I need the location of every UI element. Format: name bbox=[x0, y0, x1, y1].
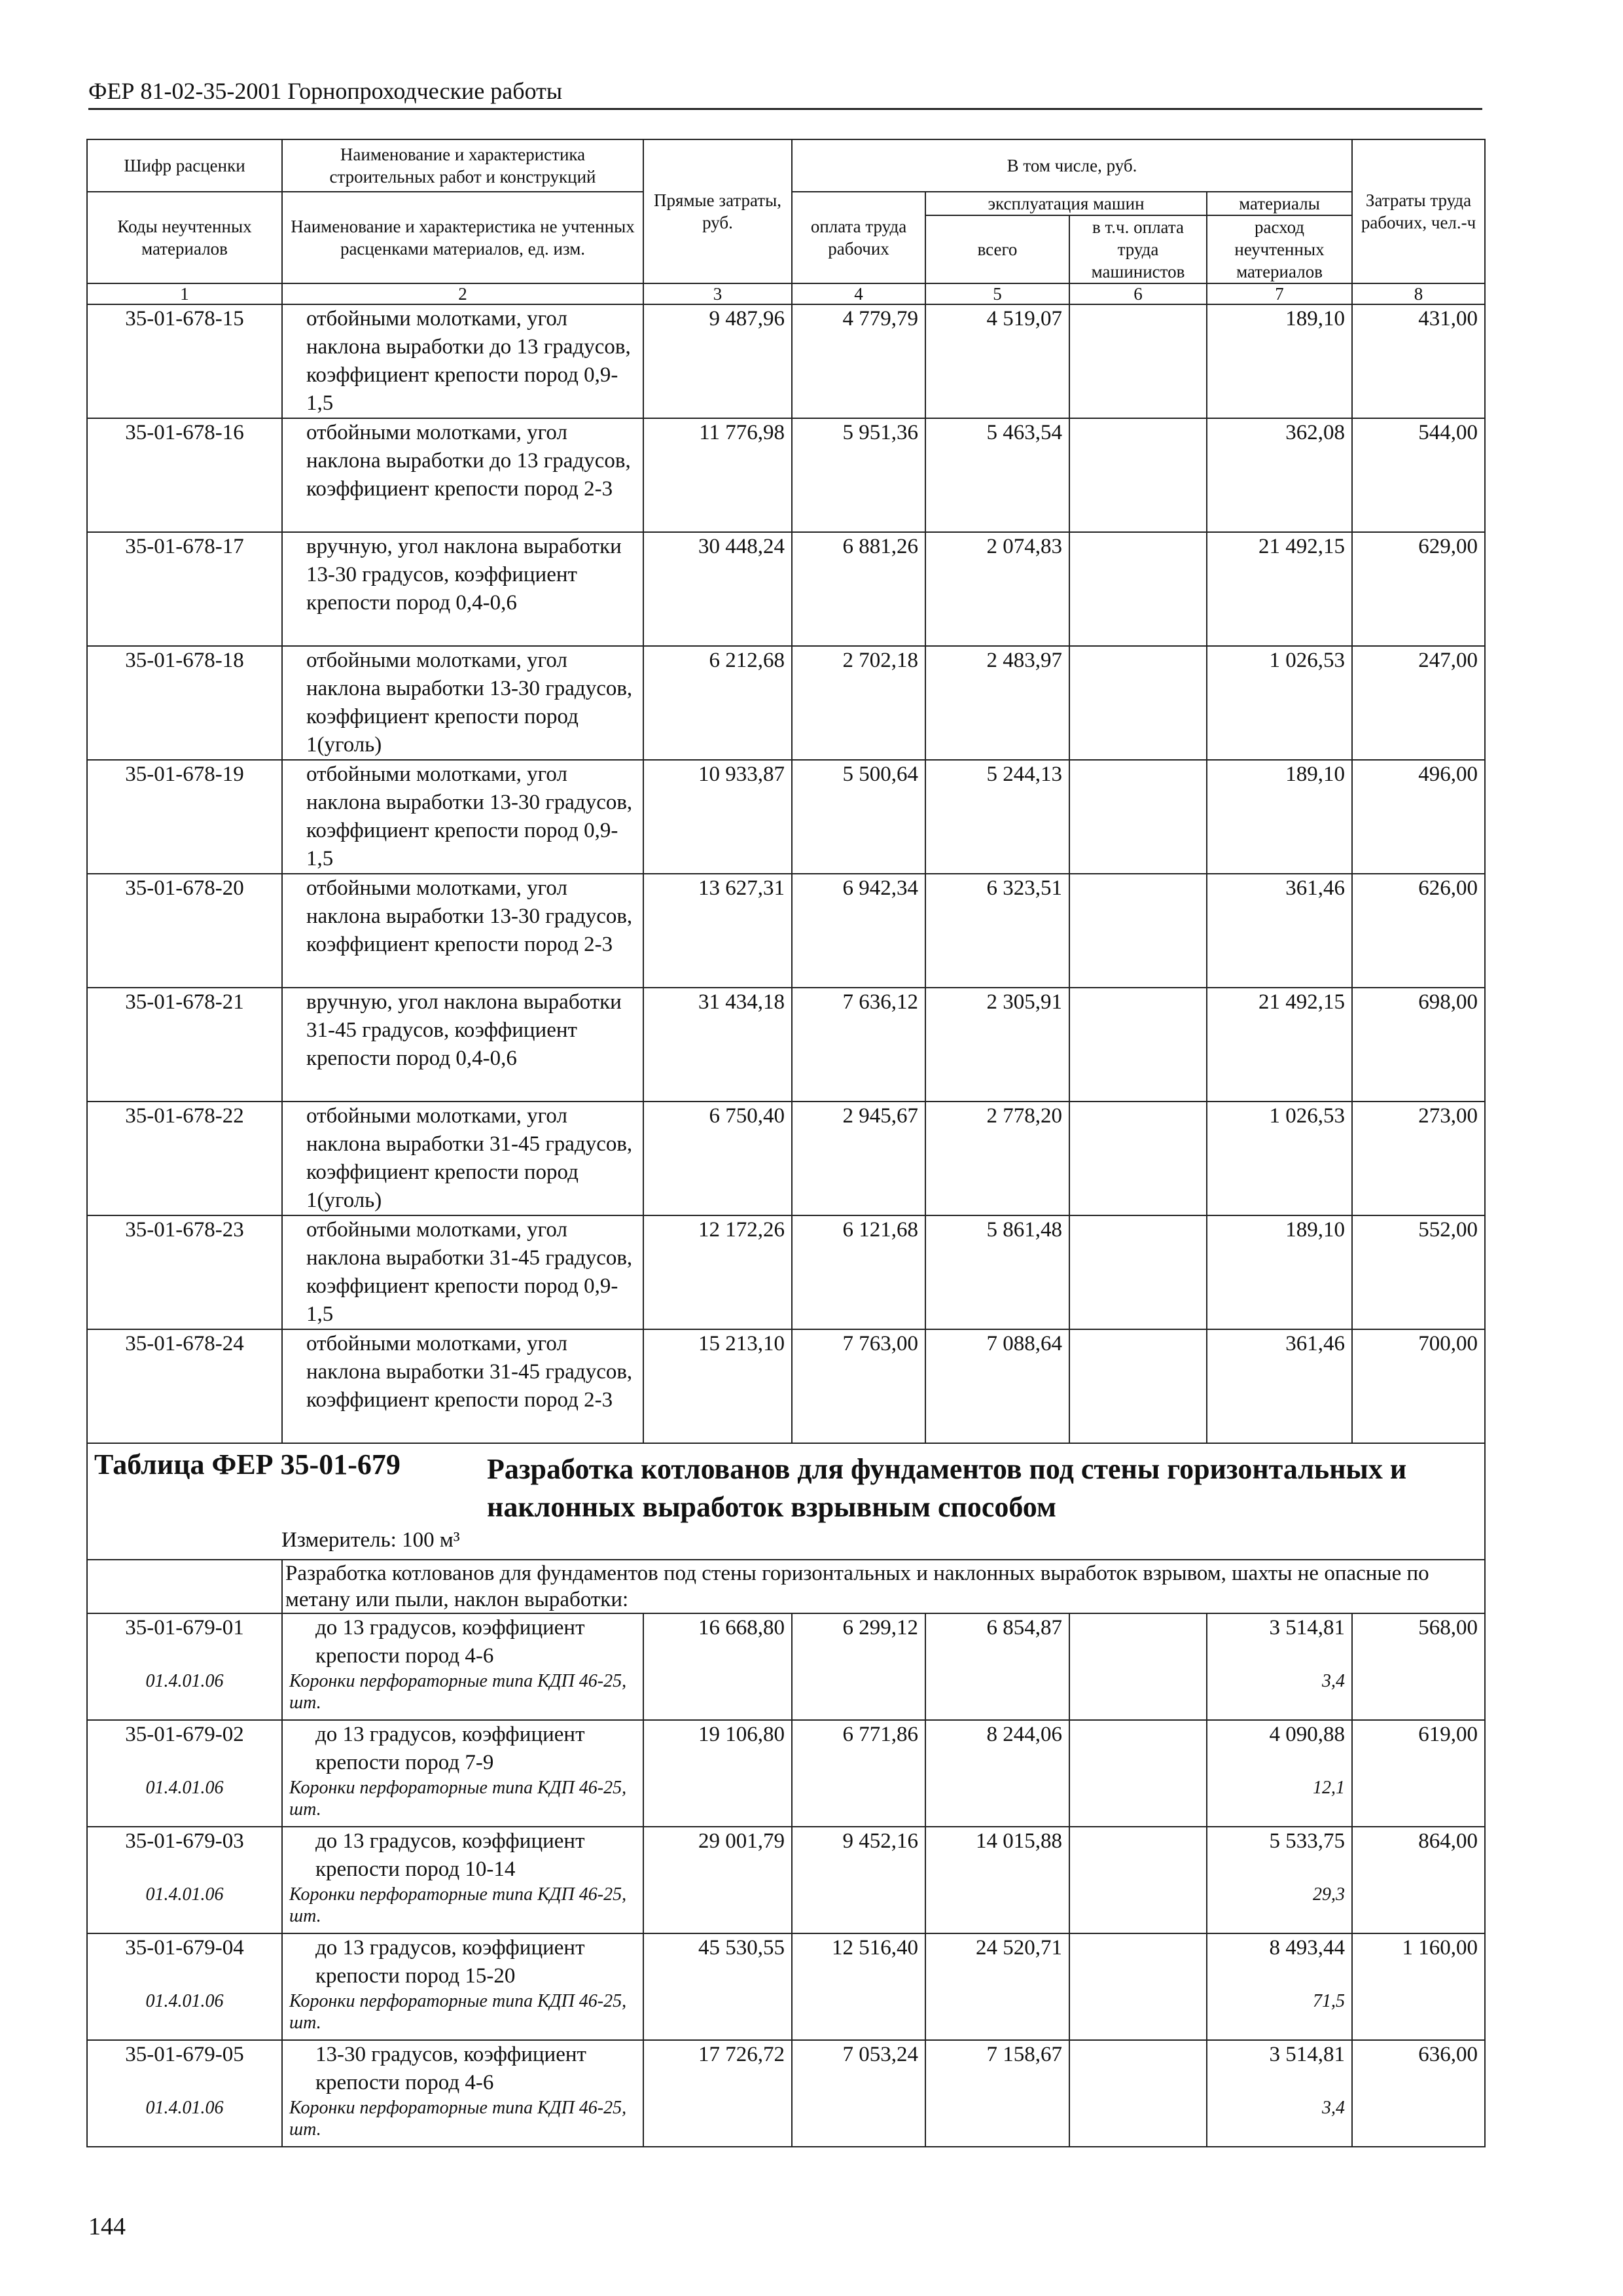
machines-total: 5 463,54 bbox=[925, 418, 1069, 532]
labor-costs: 636,00 bbox=[1352, 2040, 1485, 2097]
machinist-wages bbox=[1069, 2097, 1207, 2147]
col-header-materials-uncounted: расход неучтенных материалов bbox=[1207, 215, 1352, 283]
col-header-direct: Прямые затраты, руб. bbox=[643, 139, 792, 283]
rate-name: отбойными молотками, угол наклона выработки 31-45 градусов, коэффициент крепости пород 1(уголь) bbox=[282, 1102, 643, 1215]
labor-costs: 700,00 bbox=[1352, 1329, 1485, 1443]
col-number: 3 bbox=[643, 283, 792, 304]
page-number: 144 bbox=[88, 2213, 126, 2240]
machines-total bbox=[925, 2097, 1069, 2147]
machinist-wages bbox=[1069, 304, 1207, 418]
rate-code: 35-01-678-21 bbox=[87, 988, 282, 1102]
labor-costs: 1 160,00 bbox=[1352, 1933, 1485, 1990]
machines-total: 2 074,83 bbox=[925, 532, 1069, 646]
machinist-wages bbox=[1069, 1777, 1207, 1827]
materials: 4 090,88 bbox=[1207, 1720, 1352, 1777]
direct-costs: 9 487,96 bbox=[643, 304, 792, 418]
materials: 21 492,15 bbox=[1207, 532, 1352, 646]
machines-total: 14 015,88 bbox=[925, 1827, 1069, 1884]
table-row bbox=[87, 1720, 1485, 1777]
rate-code: 35-01-678-17 bbox=[87, 532, 282, 646]
labor-costs: 544,00 bbox=[1352, 418, 1485, 532]
worker-wages: 12 516,40 bbox=[792, 1933, 925, 1990]
worker-wages: 6 771,86 bbox=[792, 1720, 925, 1777]
rate-code: 35-01-679-05 bbox=[87, 2040, 282, 2097]
machinist-wages bbox=[1069, 1720, 1207, 1777]
worker-wages: 9 452,16 bbox=[792, 1827, 925, 1884]
machines-total: 2 483,97 bbox=[925, 646, 1069, 760]
table-row bbox=[87, 1933, 1485, 1990]
table-row bbox=[87, 1613, 1485, 1670]
worker-wages bbox=[792, 1777, 925, 1827]
direct-costs: 12 172,26 bbox=[643, 1215, 792, 1329]
labor-costs: 568,00 bbox=[1352, 1613, 1485, 1670]
table-row bbox=[87, 1215, 1485, 1329]
materials: 189,10 bbox=[1207, 304, 1352, 418]
material-row bbox=[87, 2097, 1485, 2147]
rate-code: 35-01-678-24 bbox=[87, 1329, 282, 1443]
col-number: 8 bbox=[1352, 283, 1485, 304]
direct-costs: 15 213,10 bbox=[643, 1329, 792, 1443]
machines-total bbox=[925, 1990, 1069, 2040]
rate-name: отбойными молотками, угол наклона выработки до 13 градусов, коэффициент крепости пород 2-3 bbox=[282, 418, 643, 532]
labor-costs: 273,00 bbox=[1352, 1102, 1485, 1215]
table-row bbox=[87, 646, 1485, 760]
labor-costs: 619,00 bbox=[1352, 1720, 1485, 1777]
machinist-wages bbox=[1069, 646, 1207, 760]
col-number: 5 bbox=[925, 283, 1069, 304]
material-quantity: 71,5 bbox=[1207, 1990, 1352, 2040]
materials: 361,46 bbox=[1207, 1329, 1352, 1443]
machinist-wages bbox=[1069, 1933, 1207, 1990]
direct-costs: 13 627,31 bbox=[643, 874, 792, 988]
material-row bbox=[87, 1884, 1485, 1933]
materials: 361,46 bbox=[1207, 874, 1352, 988]
direct-costs bbox=[643, 1990, 792, 2040]
material-row bbox=[87, 1670, 1485, 1720]
table-679-heading bbox=[87, 1443, 1485, 1560]
labor-costs: 496,00 bbox=[1352, 760, 1485, 874]
direct-costs: 19 106,80 bbox=[643, 1720, 792, 1777]
materials: 3 514,81 bbox=[1207, 2040, 1352, 2097]
col-header-machines-wages: в т.ч. оплата труда машинистов bbox=[1069, 215, 1207, 283]
machines-total: 6 323,51 bbox=[925, 874, 1069, 988]
col-number: 6 bbox=[1069, 283, 1207, 304]
direct-costs: 17 726,72 bbox=[643, 2040, 792, 2097]
direct-costs bbox=[643, 1777, 792, 1827]
table-row bbox=[87, 988, 1485, 1102]
machinist-wages bbox=[1069, 760, 1207, 874]
machines-total: 5 861,48 bbox=[925, 1215, 1069, 1329]
rate-code: 35-01-678-18 bbox=[87, 646, 282, 760]
rate-name: вручную, угол наклона выработки 31-45 градусов, коэффициент крепости пород 0,4-0,6 bbox=[282, 988, 643, 1102]
worker-wages: 2 702,18 bbox=[792, 646, 925, 760]
labor-costs: 431,00 bbox=[1352, 304, 1485, 418]
machinist-wages bbox=[1069, 1613, 1207, 1670]
material-name: Коронки перфораторные типа КДП 46-25, шт. bbox=[282, 1990, 643, 2040]
material-quantity: 29,3 bbox=[1207, 1884, 1352, 1933]
materials: 5 533,75 bbox=[1207, 1827, 1352, 1884]
col-number: 2 bbox=[282, 283, 643, 304]
rate-name: отбойными молотками, угол наклона выработки 13-30 градусов, коэффициент крепости пород 0,9-1,5 bbox=[282, 760, 643, 874]
worker-wages: 6 121,68 bbox=[792, 1215, 925, 1329]
material-code: 01.4.01.06 bbox=[87, 1884, 282, 1933]
rate-code: 35-01-678-22 bbox=[87, 1102, 282, 1215]
machines-total: 7 088,64 bbox=[925, 1329, 1069, 1443]
material-quantity: 3,4 bbox=[1207, 1670, 1352, 1720]
machinist-wages bbox=[1069, 1827, 1207, 1884]
col-header-machines: эксплуатация машин bbox=[925, 192, 1207, 215]
machinist-wages bbox=[1069, 418, 1207, 532]
labor-costs: 698,00 bbox=[1352, 988, 1485, 1102]
worker-wages bbox=[792, 1990, 925, 2040]
col-header-materials: материалы bbox=[1207, 192, 1352, 215]
machinist-wages bbox=[1069, 1670, 1207, 1720]
col-header-uncounted-codes: Коды неучтенных материалов bbox=[87, 192, 282, 283]
table-row bbox=[87, 874, 1485, 988]
table-row bbox=[87, 304, 1485, 418]
machines-total: 2 305,91 bbox=[925, 988, 1069, 1102]
materials: 189,10 bbox=[1207, 1215, 1352, 1329]
table-row bbox=[87, 2040, 1485, 2097]
labor-costs: 552,00 bbox=[1352, 1215, 1485, 1329]
col-header-incl: В том числе, руб. bbox=[792, 139, 1352, 192]
labor-costs bbox=[1352, 1990, 1485, 2040]
rate-name: до 13 градусов, коэффициент крепости пород 10-14 bbox=[282, 1827, 643, 1884]
machines-total: 24 520,71 bbox=[925, 1933, 1069, 1990]
direct-costs: 31 434,18 bbox=[643, 988, 792, 1102]
machinist-wages bbox=[1069, 1102, 1207, 1215]
materials: 1 026,53 bbox=[1207, 646, 1352, 760]
machines-total: 8 244,06 bbox=[925, 1720, 1069, 1777]
worker-wages: 7 636,12 bbox=[792, 988, 925, 1102]
labor-costs: 629,00 bbox=[1352, 532, 1485, 646]
materials: 189,10 bbox=[1207, 760, 1352, 874]
direct-costs: 10 933,87 bbox=[643, 760, 792, 874]
rate-name: отбойными молотками, угол наклона выработки 13-30 градусов, коэффициент крепости пород 2-3 bbox=[282, 874, 643, 988]
material-name: Коронки перфораторные типа КДП 46-25, шт. bbox=[282, 1670, 643, 1720]
rate-code: 35-01-678-16 bbox=[87, 418, 282, 532]
machines-total bbox=[925, 1884, 1069, 1933]
material-quantity: 12,1 bbox=[1207, 1777, 1352, 1827]
direct-costs: 6 750,40 bbox=[643, 1102, 792, 1215]
material-name: Коронки перфораторные типа КДП 46-25, шт. bbox=[282, 1884, 643, 1933]
col-header-labor: Затраты труда рабочих, чел.-ч bbox=[1352, 139, 1485, 283]
direct-costs bbox=[643, 1670, 792, 1720]
rate-name: отбойными молотками, угол наклона выработки 31-45 градусов, коэффициент крепости пород 0,9-1,5 bbox=[282, 1215, 643, 1329]
machines-total: 5 244,13 bbox=[925, 760, 1069, 874]
material-name: Коронки перфораторные типа КДП 46-25, шт. bbox=[282, 2097, 643, 2147]
rate-code: 35-01-679-03 bbox=[87, 1827, 282, 1884]
col-header-name: Наименование и характеристика строительных работ и конструкций bbox=[282, 139, 643, 192]
direct-costs: 16 668,80 bbox=[643, 1613, 792, 1670]
table-679-measure: Измеритель: 100 м³ bbox=[281, 1528, 460, 1552]
col-number: 7 bbox=[1207, 283, 1352, 304]
machines-total: 7 158,67 bbox=[925, 2040, 1069, 2097]
machinist-wages bbox=[1069, 1329, 1207, 1443]
table-679-title: Разработка котлованов для фундаментов под стены горизонтальных и наклонных выработок взрывным способом bbox=[487, 1453, 1407, 1523]
worker-wages bbox=[792, 2097, 925, 2147]
desc-spacer bbox=[87, 1560, 282, 1613]
col-header-machines-total: всего bbox=[925, 215, 1069, 283]
table-row bbox=[87, 1329, 1485, 1443]
material-code: 01.4.01.06 bbox=[87, 1990, 282, 2040]
materials: 8 493,44 bbox=[1207, 1933, 1352, 1990]
machinist-wages bbox=[1069, 532, 1207, 646]
worker-wages bbox=[792, 1670, 925, 1720]
rate-name: 13-30 градусов, коэффициент крепости пород 4-6 bbox=[282, 2040, 643, 2097]
materials: 3 514,81 bbox=[1207, 1613, 1352, 1670]
rate-name: отбойными молотками, угол наклона выработки 31-45 градусов, коэффициент крепости пород 2-3 bbox=[282, 1329, 643, 1443]
table-row bbox=[87, 1827, 1485, 1884]
materials: 21 492,15 bbox=[1207, 988, 1352, 1102]
labor-costs bbox=[1352, 1884, 1485, 1933]
worker-wages: 6 881,26 bbox=[792, 532, 925, 646]
table-row bbox=[87, 760, 1485, 874]
machinist-wages bbox=[1069, 1215, 1207, 1329]
worker-wages: 4 779,79 bbox=[792, 304, 925, 418]
rate-code: 35-01-678-19 bbox=[87, 760, 282, 874]
direct-costs: 30 448,24 bbox=[643, 532, 792, 646]
machinist-wages bbox=[1069, 2040, 1207, 2097]
rate-code: 35-01-679-02 bbox=[87, 1720, 282, 1777]
material-name: Коронки перфораторные типа КДП 46-25, шт. bbox=[282, 1777, 643, 1827]
rate-code: 35-01-679-04 bbox=[87, 1933, 282, 1990]
direct-costs bbox=[643, 1884, 792, 1933]
worker-wages: 5 500,64 bbox=[792, 760, 925, 874]
machinist-wages bbox=[1069, 874, 1207, 988]
material-row bbox=[87, 1777, 1485, 1827]
rate-name: отбойными молотками, угол наклона выработки 13-30 градусов, коэффициент крепости пород 1(уголь) bbox=[282, 646, 643, 760]
materials: 362,08 bbox=[1207, 418, 1352, 532]
table-row bbox=[87, 418, 1485, 532]
table-679-description: Разработка котлованов для фундаментов под стены горизонтальных и наклонных выработок взрывом, шахты не опасные по метану или пыли, наклон выработки: bbox=[282, 1560, 1485, 1613]
rate-name: до 13 градусов, коэффициент крепости пород 7-9 bbox=[282, 1720, 643, 1777]
worker-wages bbox=[792, 1884, 925, 1933]
header-divider bbox=[88, 108, 1482, 110]
direct-costs bbox=[643, 2097, 792, 2147]
rate-name: до 13 градусов, коэффициент крепости пород 15-20 bbox=[282, 1933, 643, 1990]
worker-wages: 7 053,24 bbox=[792, 2040, 925, 2097]
direct-costs: 6 212,68 bbox=[643, 646, 792, 760]
direct-costs: 29 001,79 bbox=[643, 1827, 792, 1884]
labor-costs: 864,00 bbox=[1352, 1827, 1485, 1884]
col-header-wages: оплата труда рабочих bbox=[792, 192, 925, 283]
material-code: 01.4.01.06 bbox=[87, 2097, 282, 2147]
col-number: 1 bbox=[87, 283, 282, 304]
rate-code: 35-01-678-20 bbox=[87, 874, 282, 988]
rate-name: отбойными молотками, угол наклона выработки до 13 градусов, коэффициент крепости пород 0,9-1,5 bbox=[282, 304, 643, 418]
worker-wages: 6 942,34 bbox=[792, 874, 925, 988]
worker-wages: 5 951,36 bbox=[792, 418, 925, 532]
rate-name: вручную, угол наклона выработки 13-30 градусов, коэффициент крепости пород 0,4-0,6 bbox=[282, 532, 643, 646]
rate-code: 35-01-678-23 bbox=[87, 1215, 282, 1329]
col-header-uncounted-name: Наименование и характеристика не учтенных расценками материалов, ед. изм. bbox=[282, 192, 643, 283]
rate-name: до 13 градусов, коэффициент крепости пород 4-6 bbox=[282, 1613, 643, 1670]
material-row bbox=[87, 1990, 1485, 2040]
material-code: 01.4.01.06 bbox=[87, 1777, 282, 1827]
worker-wages: 2 945,67 bbox=[792, 1102, 925, 1215]
machines-total: 6 854,87 bbox=[925, 1613, 1069, 1670]
table-row bbox=[87, 532, 1485, 646]
machines-total: 4 519,07 bbox=[925, 304, 1069, 418]
machines-total: 2 778,20 bbox=[925, 1102, 1069, 1215]
labor-costs: 626,00 bbox=[1352, 874, 1485, 988]
labor-costs bbox=[1352, 1670, 1485, 1720]
labor-costs bbox=[1352, 1777, 1485, 1827]
materials: 1 026,53 bbox=[1207, 1102, 1352, 1215]
machinist-wages bbox=[1069, 1884, 1207, 1933]
page-header: ФЕР 81-02-35-2001 Горнопроходческие работы bbox=[88, 78, 563, 104]
material-quantity: 3,4 bbox=[1207, 2097, 1352, 2147]
col-number: 4 bbox=[792, 283, 925, 304]
table-row bbox=[87, 1102, 1485, 1215]
rate-code: 35-01-678-15 bbox=[87, 304, 282, 418]
material-code: 01.4.01.06 bbox=[87, 1670, 282, 1720]
worker-wages: 7 763,00 bbox=[792, 1329, 925, 1443]
machines-total bbox=[925, 1777, 1069, 1827]
labor-costs bbox=[1352, 2097, 1485, 2147]
col-header-code: Шифр расценки bbox=[87, 139, 282, 192]
machines-total bbox=[925, 1670, 1069, 1720]
worker-wages: 6 299,12 bbox=[792, 1613, 925, 1670]
machinist-wages bbox=[1069, 1990, 1207, 2040]
rate-code: 35-01-679-01 bbox=[87, 1613, 282, 1670]
table-679-label: Таблица ФЕР 35-01-679 bbox=[94, 1448, 401, 1480]
rates-table bbox=[86, 139, 1486, 2147]
labor-costs: 247,00 bbox=[1352, 646, 1485, 760]
direct-costs: 45 530,55 bbox=[643, 1933, 792, 1990]
direct-costs: 11 776,98 bbox=[643, 418, 792, 532]
machinist-wages bbox=[1069, 988, 1207, 1102]
